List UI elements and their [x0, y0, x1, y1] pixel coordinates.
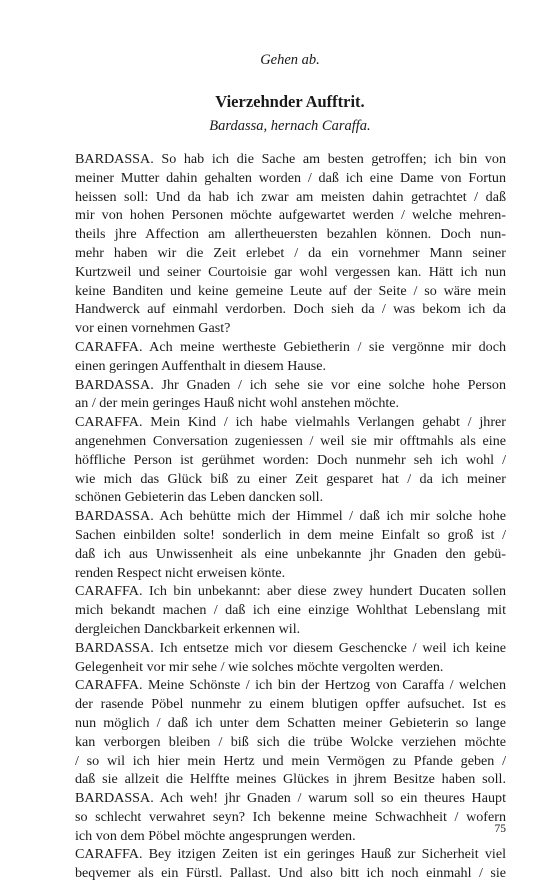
scene-title: Vierzehnder Aufftrit.: [215, 92, 365, 111]
text-line: dergleichen Danckbarkeit erkennen wil.: [75, 620, 301, 637]
text-line: BARDASSA. Ach weh! jhr Gnaden / warum soll so ein theures Haupt: [75, 790, 506, 807]
text-line: daß ich aus Unwissenheit als eine unbekannte jhr Gnaden den gebü-: [75, 545, 506, 562]
text-line: mich bekandt machen / daß ich eine einzige Wohlthat Lebenslang mit: [75, 602, 506, 619]
text-line: Sachen einbilden solte! sonderlich in dem meine Einfalt so groß ist /: [75, 526, 506, 543]
text-line: daß sie allzeit die Helffte meines Glückes in jhrem Besitze haben soll.: [75, 771, 506, 788]
text-line: BARDASSA. Ich entsetze mich vor diesem Geschencke / weil ich keine: [75, 639, 506, 656]
text-line: Handwerck auf einmahl verdorben. Doch sieh da / was bekom ich da: [75, 301, 506, 318]
text-line: CARAFFA. Meine Schönste / ich bin der Hertzog von Caraffa / welchen: [75, 677, 506, 694]
text-line: Kurtzweil und seiner Courtoisie gar wohl vergessen kan. Hätt ich nun: [75, 263, 506, 280]
page-number: 75: [494, 823, 506, 835]
stage-direction: Gehen ab.: [260, 52, 320, 68]
text-line: BARDASSA. So hab ich die Sache am besten getroffen; ich bin von: [75, 151, 506, 167]
text-line: beqvemer als ein Fürstl. Pallast. Und also bitt ich noch einmahl / sie: [75, 865, 506, 882]
text-line: wie mich das Glück biß zu einer Zeit gesparet hat / da ich meiner: [75, 470, 506, 487]
text-line: einen geringen Auffenthalt in diesem Hause.: [75, 357, 327, 374]
text-line: so schlecht verwahret seyn? Ich bekenne meine Schwachheit / wofern: [75, 808, 506, 825]
text-line: mehr haben wir die Zeit erlebet / da ein vornehmer Mann seiner: [75, 244, 506, 261]
text-line: angenehmen Conversation zugeniessen / weil sie mir offtmahls als eine: [75, 432, 506, 449]
text-line: BARDASSA. Ach behütte mich der Himmel / daß ich mir solche hohe: [75, 508, 506, 525]
text-line: CARAFFA. Ach meine wertheste Gebietherin / sie vergönne mir doch: [75, 338, 506, 355]
dialogue-text: [75, 150, 506, 883]
text-line: CARAFFA. Ich bin unbekannt: aber diese zwey hundert Ducaten sollen: [75, 583, 506, 600]
text-line: CARAFFA. Mein Kind / ich habe vielmahls Verlangen gehabt / jhrer: [75, 414, 506, 431]
text-line: CARAFFA. Bey itzigen Zeiten ist ein geringes Hauß zur Sicherheit viel: [75, 846, 506, 863]
text-line: höffliche Person ist gerühmet worden: Doch nunmehr seh ich wohl /: [75, 451, 506, 468]
text-line: schönen Gebieterin das Leben dancken soll.: [75, 489, 324, 506]
text-line: heissen soll: Und da hab ich zwar am meisten dahin getrachtet / daß: [75, 188, 506, 205]
text-line: kan verborgen bleiben / biß sich die trübe Wolcke verziehen möchte: [75, 733, 506, 750]
text-line: Gelegenheit vor mir sehe / wie solches möchte vergolten werden.: [75, 658, 444, 675]
text-line: renden Respect nicht erweisen könte.: [75, 564, 286, 581]
text-line: ich von dem Pöbel möchte angesprungen werden.: [75, 827, 356, 844]
text-line: theils jhre Affection am allertheuersten bezahlen können. Doch nun-: [75, 226, 506, 243]
text-line: an / der mein geringes Hauß nicht wohl anstehen möchte.: [75, 395, 400, 412]
text-line: der rasende Pöbel nunmehr zu einem blutigen opffer aufsuchet. Ist es: [75, 696, 506, 713]
text-line: mir von hohen Personen möchte aufgewartet werden / welche mehren-: [75, 207, 506, 224]
text-line: keine Banditen und keine gemeine Leute auf der Seite / so wäre mein: [75, 282, 506, 299]
scene-persons: Bardassa, hernach Caraffa.: [209, 118, 371, 134]
text-line: / so wil ich hier mein Hertz und mein Vermögen zu Pfande geben /: [75, 752, 506, 769]
text-line: nun möglich / daß ich unter dem Schatten meiner Gebieterin so lange: [75, 714, 506, 731]
text-line: meiner Mutter dahin gehalten worden / daß ich eine Dame von Fortun: [75, 169, 506, 186]
text-line: vor einen vornehmen Gast?: [75, 320, 231, 337]
text-line: BARDASSA. Jhr Gnaden / ich sehe sie vor eine solche hohe Person: [75, 376, 506, 393]
